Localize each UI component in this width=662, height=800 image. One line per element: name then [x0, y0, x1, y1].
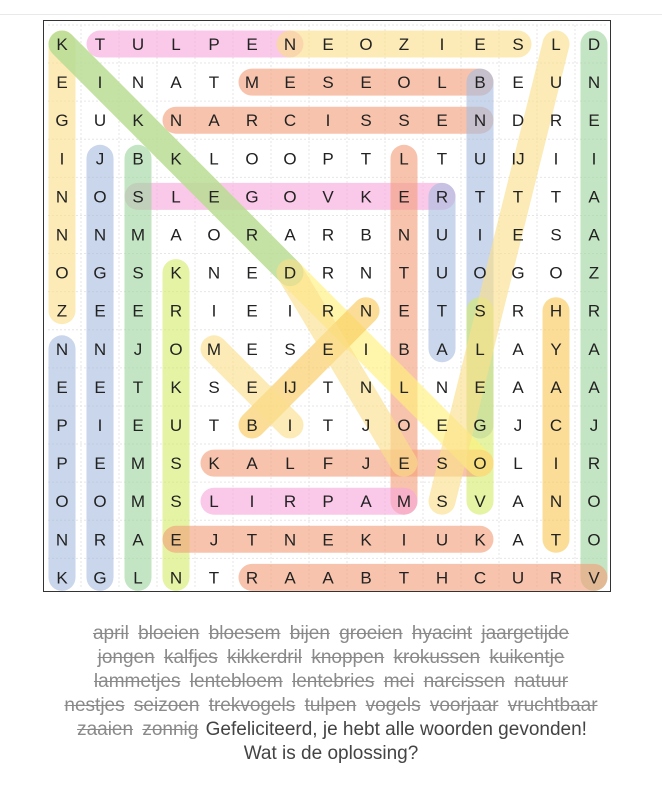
grid-letter[interactable]: R — [93, 530, 107, 550]
grid-letter[interactable]: T — [94, 35, 106, 54]
grid-letter[interactable]: A — [588, 187, 600, 207]
grid-letter[interactable]: E — [132, 301, 144, 321]
grid-letter[interactable]: H — [549, 301, 563, 321]
grid-letter[interactable]: S — [284, 339, 296, 359]
grid-letter[interactable]: S — [208, 377, 220, 397]
grid-letter[interactable]: L — [285, 454, 295, 474]
grid-letter[interactable]: S — [170, 454, 182, 474]
grid-letter[interactable]: E — [94, 301, 106, 321]
grid-letter[interactable]: A — [512, 339, 524, 359]
grid-letter[interactable]: E — [512, 73, 524, 93]
grid-letter[interactable]: A — [512, 530, 524, 550]
grid-letter[interactable]: A — [512, 492, 524, 512]
grid-letter[interactable]: O — [359, 35, 373, 54]
found-word: knoppen — [311, 647, 385, 668]
grid-letter[interactable]: P — [322, 149, 334, 169]
grid-letter[interactable]: E — [398, 187, 410, 207]
grid-letter[interactable]: K — [360, 530, 372, 550]
grid-letter[interactable]: L — [399, 377, 409, 397]
grid-letter[interactable]: A — [588, 225, 600, 245]
grid-letter[interactable]: M — [396, 492, 412, 512]
grid-letter[interactable]: J — [361, 416, 371, 435]
grid-letter[interactable]: E — [322, 35, 334, 54]
found-word: april — [92, 623, 129, 644]
grid-letter[interactable]: T — [322, 416, 334, 435]
grid-letter[interactable]: G — [93, 568, 107, 588]
grid-letter[interactable]: T — [322, 377, 334, 397]
grid-letter[interactable]: B — [360, 568, 372, 588]
grid-letter[interactable]: N — [473, 111, 487, 131]
grid-letter[interactable]: T — [436, 301, 448, 321]
grid-letter[interactable]: I — [211, 301, 217, 321]
grid-letter[interactable]: V — [588, 568, 600, 588]
grid-letter[interactable]: U — [473, 149, 487, 169]
grid-letter[interactable]: N — [207, 263, 221, 283]
grid-letter[interactable]: K — [170, 377, 182, 397]
grid-letter[interactable]: I — [477, 225, 483, 245]
grid-letter[interactable]: T — [246, 530, 258, 550]
grid-letter[interactable]: Z — [56, 301, 68, 321]
grid-letter[interactable]: P — [56, 454, 68, 474]
grid-letter[interactable]: A — [170, 73, 182, 93]
grid-letter[interactable]: U — [549, 73, 563, 93]
grid-letter[interactable]: T — [208, 416, 220, 435]
grid-letter[interactable]: I — [287, 301, 293, 321]
found-word: lentebloem — [189, 671, 283, 692]
grid-letter[interactable]: N — [283, 35, 297, 54]
grid-letter[interactable]: T — [474, 187, 486, 207]
grid-letter[interactable]: O — [169, 339, 183, 359]
grid-letter[interactable]: A — [284, 568, 296, 588]
grid-letter[interactable]: T — [208, 568, 220, 588]
grid-letter[interactable]: N — [549, 492, 563, 512]
found-word: vruchtbaar — [507, 695, 598, 716]
grid-letter[interactable]: I — [439, 35, 445, 54]
grid-letter[interactable]: E — [56, 73, 68, 93]
grid-letter[interactable]: E — [246, 301, 258, 321]
grid-letter[interactable]: E — [284, 73, 296, 93]
grid-letter[interactable]: E — [322, 530, 334, 550]
grid-letter[interactable]: R — [321, 263, 335, 283]
grid-letter[interactable]: C — [473, 568, 487, 588]
grid-letter[interactable]: I — [401, 530, 407, 550]
grid-letter[interactable]: G — [245, 187, 259, 207]
grid-letter[interactable]: S — [398, 111, 410, 131]
grid-letter[interactable]: A — [360, 492, 372, 512]
grid-letter[interactable]: F — [322, 454, 334, 474]
grid-letter[interactable]: N — [55, 187, 69, 207]
grid-letter[interactable]: U — [93, 111, 107, 131]
grid-letter[interactable]: M — [206, 339, 222, 359]
grid-letter[interactable]: U — [435, 225, 449, 245]
found-word: krokussen — [393, 647, 481, 668]
found-word: zaaien — [77, 719, 134, 740]
grid-letter[interactable]: G — [93, 263, 107, 283]
found-word: lammetjes — [93, 671, 181, 692]
grid-letter[interactable]: R — [511, 301, 525, 321]
grid-letter[interactable]: R — [587, 301, 601, 321]
grid-letter[interactable]: V — [474, 492, 486, 512]
grid-letter[interactable]: U — [169, 416, 183, 435]
found-word: bloesem — [208, 623, 281, 644]
grid-letter[interactable]: J — [133, 339, 143, 359]
grid-letter[interactable]: I — [249, 492, 255, 512]
grid-letter[interactable]: R — [435, 187, 449, 207]
grid-letter[interactable]: L — [209, 149, 219, 169]
grid-letter[interactable]: B — [360, 225, 372, 245]
grid-letter[interactable]: L — [133, 568, 143, 588]
grid-letter[interactable]: I — [363, 339, 369, 359]
grid-letter[interactable]: N — [435, 377, 449, 397]
grid-letter[interactable]: T — [550, 530, 562, 550]
grid-letter[interactable]: A — [208, 111, 220, 131]
grid-letter[interactable]: A — [588, 339, 600, 359]
grid-letter[interactable]: O — [55, 263, 69, 283]
grid-letter[interactable]: S — [436, 492, 448, 512]
grid-letter[interactable]: K — [474, 530, 486, 550]
grid-letter[interactable]: N — [169, 568, 183, 588]
grid-letter[interactable]: IJ — [283, 377, 297, 397]
grid-letter[interactable]: E — [436, 416, 448, 435]
found-word: bijen — [289, 623, 330, 644]
grid-letter[interactable]: D — [587, 35, 601, 54]
found-word: jaargetijde — [481, 623, 570, 644]
grid-letter[interactable]: I — [97, 73, 103, 93]
grid-letter[interactable]: H — [435, 568, 449, 588]
grid-letter[interactable]: E — [208, 187, 220, 207]
grid-letter[interactable]: C — [549, 416, 563, 435]
grid-letter[interactable]: S — [360, 111, 372, 131]
found-word: vogels — [365, 695, 421, 716]
grid-letter[interactable]: K — [170, 149, 182, 169]
grid-letter[interactable]: J — [209, 530, 219, 550]
grid-letter[interactable]: R — [245, 568, 259, 588]
grid-letter[interactable]: O — [473, 263, 487, 283]
grid-letter[interactable]: D — [283, 263, 297, 283]
word-list — [60, 622, 602, 766]
found-word: jongen — [97, 647, 155, 668]
grid-letter[interactable]: N — [359, 301, 373, 321]
found-word: narcissen — [423, 671, 505, 692]
grid-letter[interactable]: J — [589, 416, 599, 435]
grid-letter[interactable]: I — [325, 111, 331, 131]
grid-letter[interactable]: B — [246, 416, 258, 435]
grid-letter[interactable]: M — [244, 73, 260, 93]
grid-letter[interactable]: E — [436, 111, 448, 131]
grid-letter[interactable]: E — [474, 377, 486, 397]
grid-letter[interactable]: I — [553, 149, 559, 169]
grid-letter[interactable]: E — [398, 454, 410, 474]
grid-letter[interactable]: N — [587, 73, 601, 93]
grid-letter[interactable]: R — [169, 301, 183, 321]
found-word: nestjes — [64, 695, 125, 716]
found-word: lentebries — [292, 671, 375, 692]
grid-letter[interactable]: S — [436, 454, 448, 474]
grid-letter[interactable]: I — [553, 454, 559, 474]
grid-letter[interactable]: K — [208, 454, 220, 474]
grid-letter[interactable]: N — [55, 530, 69, 550]
grid-letter[interactable]: L — [475, 339, 485, 359]
grid-letter[interactable]: E — [246, 377, 258, 397]
grid-letter[interactable]: K — [56, 568, 68, 588]
grid-letter[interactable]: S — [132, 263, 144, 283]
grid-letter[interactable]: O — [93, 492, 107, 512]
grid-letter[interactable]: N — [169, 111, 183, 131]
grid-letter[interactable]: R — [549, 568, 563, 588]
grid-letter[interactable]: N — [131, 73, 145, 93]
grid-letter[interactable]: E — [322, 339, 334, 359]
grid-letter[interactable]: K — [56, 35, 68, 54]
grid-letter[interactable]: A — [436, 339, 448, 359]
grid-letter[interactable]: T — [398, 568, 410, 588]
grid-letter[interactable]: E — [94, 454, 106, 474]
grid-letter[interactable]: N — [397, 225, 411, 245]
grid-letter[interactable]: E — [588, 111, 600, 131]
grid-letter[interactable]: N — [55, 225, 69, 245]
grid-letter[interactable]: U — [435, 263, 449, 283]
grid-letter[interactable]: L — [171, 35, 181, 54]
found-word: zonnig — [142, 719, 199, 740]
grid-letter[interactable]: O — [207, 225, 221, 245]
found-word: kalfjes — [163, 647, 218, 668]
grid-letter[interactable]: T — [436, 149, 448, 169]
grid-letter[interactable]: U — [511, 568, 525, 588]
grid-letter[interactable]: R — [549, 111, 563, 131]
found-word: trekvogels — [208, 695, 296, 716]
found-word: groeien — [339, 623, 403, 644]
grid-letter[interactable]: G — [473, 416, 487, 435]
grid-letter[interactable]: N — [93, 339, 107, 359]
found-word: natuur — [514, 671, 569, 692]
grid-letter[interactable]: E — [512, 225, 524, 245]
grid-letter[interactable]: B — [398, 339, 410, 359]
grid-letter[interactable]: T — [208, 73, 220, 93]
grid-letter[interactable]: G — [511, 263, 525, 283]
grid-letter[interactable]: K — [132, 111, 144, 131]
grid-letter[interactable]: E — [246, 35, 258, 54]
grid-letter[interactable]: R — [283, 492, 297, 512]
grid-letter[interactable]: Y — [550, 339, 562, 359]
grid-letter[interactable]: S — [132, 187, 144, 207]
grid-letter[interactable]: L — [171, 187, 181, 207]
grid-letter[interactable]: O — [549, 263, 563, 283]
grid-letter[interactable]: K — [360, 187, 372, 207]
grid-letter[interactable]: T — [132, 377, 144, 397]
grid-letter[interactable]: L — [209, 492, 219, 512]
found-word: voorjaar — [429, 695, 499, 716]
grid-letter[interactable]: P — [56, 416, 68, 435]
grid-letter[interactable]: L — [551, 35, 561, 54]
grid-letter[interactable]: I — [591, 149, 597, 169]
grid-letter[interactable]: T — [398, 263, 410, 283]
grid-letter[interactable]: E — [94, 377, 106, 397]
grid-letter[interactable]: I — [97, 416, 103, 435]
grid-letter[interactable]: O — [283, 149, 297, 169]
grid-letter[interactable]: A — [588, 377, 600, 397]
found-word: seizoen — [133, 695, 200, 716]
grid-letter[interactable]: I — [59, 149, 65, 169]
grid-letter[interactable]: B — [132, 149, 144, 169]
grid-letter[interactable]: A — [170, 225, 182, 245]
found-word: kuikentje — [489, 647, 565, 668]
grid-letter[interactable]: T — [512, 187, 524, 207]
grid-letter[interactable]: U — [435, 530, 449, 550]
grid-letter[interactable]: M — [130, 225, 146, 245]
grid-letter[interactable]: Z — [588, 263, 600, 283]
grid-letter[interactable]: U — [131, 35, 145, 54]
grid-letter[interactable]: A — [132, 530, 144, 550]
grid-letter[interactable]: K — [170, 263, 182, 283]
grid-letter[interactable]: O — [245, 149, 259, 169]
grid-letter[interactable]: L — [437, 73, 447, 93]
grid-letter[interactable]: R — [245, 111, 259, 131]
grid-letter[interactable]: O — [397, 73, 411, 93]
grid-letter[interactable]: J — [361, 454, 371, 474]
grid-letter[interactable]: T — [360, 149, 372, 169]
grid-letter[interactable]: B — [474, 73, 486, 93]
grid-letter[interactable]: O — [93, 187, 107, 207]
found-word: hyacint — [411, 623, 473, 644]
grid-letter[interactable]: A — [512, 377, 524, 397]
grid-letter[interactable]: IJ — [511, 149, 525, 169]
found-word: bloeien — [138, 623, 200, 644]
grid-letter[interactable]: P — [208, 35, 220, 54]
grid-letter[interactable]: R — [587, 454, 601, 474]
grid-letter[interactable]: S — [512, 35, 524, 54]
grid-letter[interactable]: N — [359, 263, 373, 283]
grid-letter[interactable]: R — [245, 225, 259, 245]
grid-letter[interactable]: A — [284, 225, 296, 245]
grid-letter[interactable]: E — [246, 263, 258, 283]
grid-letter[interactable]: E — [246, 339, 258, 359]
word-search-grid[interactable] — [44, 21, 612, 593]
grid-letter[interactable]: A — [550, 377, 562, 397]
grid-letter[interactable]: E — [170, 530, 182, 550]
found-word: tulpen — [304, 695, 357, 716]
top-divider — [0, 14, 662, 15]
grid-letter[interactable]: J — [513, 416, 523, 435]
word-search-board[interactable] — [43, 20, 611, 592]
grid-letter[interactable]: J — [95, 149, 105, 169]
grid-letter[interactable]: O — [397, 416, 411, 435]
grid-letter[interactable]: R — [321, 225, 335, 245]
grid-letter[interactable]: M — [130, 492, 146, 512]
grid-letter[interactable]: L — [513, 454, 523, 474]
grid-letter[interactable]: O — [473, 454, 487, 474]
grid-letter[interactable]: N — [93, 225, 107, 245]
grid-letter[interactable]: C — [283, 111, 297, 131]
grid-letter[interactable]: M — [130, 454, 146, 474]
grid-letter[interactable]: G — [55, 111, 69, 131]
grid-letter[interactable]: E — [56, 377, 68, 397]
grid-letter[interactable]: T — [550, 187, 562, 207]
grid-letter[interactable]: I — [287, 416, 293, 435]
found-word: kikkerdril — [227, 647, 303, 668]
grid-letter[interactable]: S — [322, 73, 334, 93]
grid-letter[interactable]: Z — [398, 35, 410, 54]
grid-letter[interactable]: O — [587, 530, 601, 550]
grid-letter[interactable]: N — [55, 339, 69, 359]
grid-letter[interactable]: V — [322, 187, 334, 207]
grid-letter[interactable]: P — [322, 492, 334, 512]
grid-letter[interactable]: O — [55, 492, 69, 512]
grid-letter[interactable]: S — [170, 492, 182, 512]
grid-letter[interactable]: O — [283, 187, 297, 207]
grid-letter[interactable]: E — [360, 73, 372, 93]
grid-letter[interactable]: S — [550, 225, 562, 245]
found-word: mei — [383, 671, 415, 692]
completion-message: Gefeliciteerd, je hebt alle woorden gevonden! Wat is de oplossing? — [205, 719, 587, 764]
grid-letter[interactable]: O — [587, 492, 601, 512]
grid-letter[interactable]: S — [474, 301, 486, 321]
grid-letter[interactable]: E — [132, 416, 144, 435]
grid-letter[interactable]: L — [399, 149, 409, 169]
grid-letter[interactable]: E — [398, 301, 410, 321]
grid-letter[interactable]: N — [283, 530, 297, 550]
grid-letter[interactable]: N — [359, 377, 373, 397]
grid-letter[interactable]: A — [322, 568, 334, 588]
grid-letter[interactable]: R — [321, 301, 335, 321]
grid-letter[interactable]: D — [511, 111, 525, 131]
grid-letter[interactable]: E — [474, 35, 486, 54]
grid-letter[interactable]: A — [246, 454, 258, 474]
